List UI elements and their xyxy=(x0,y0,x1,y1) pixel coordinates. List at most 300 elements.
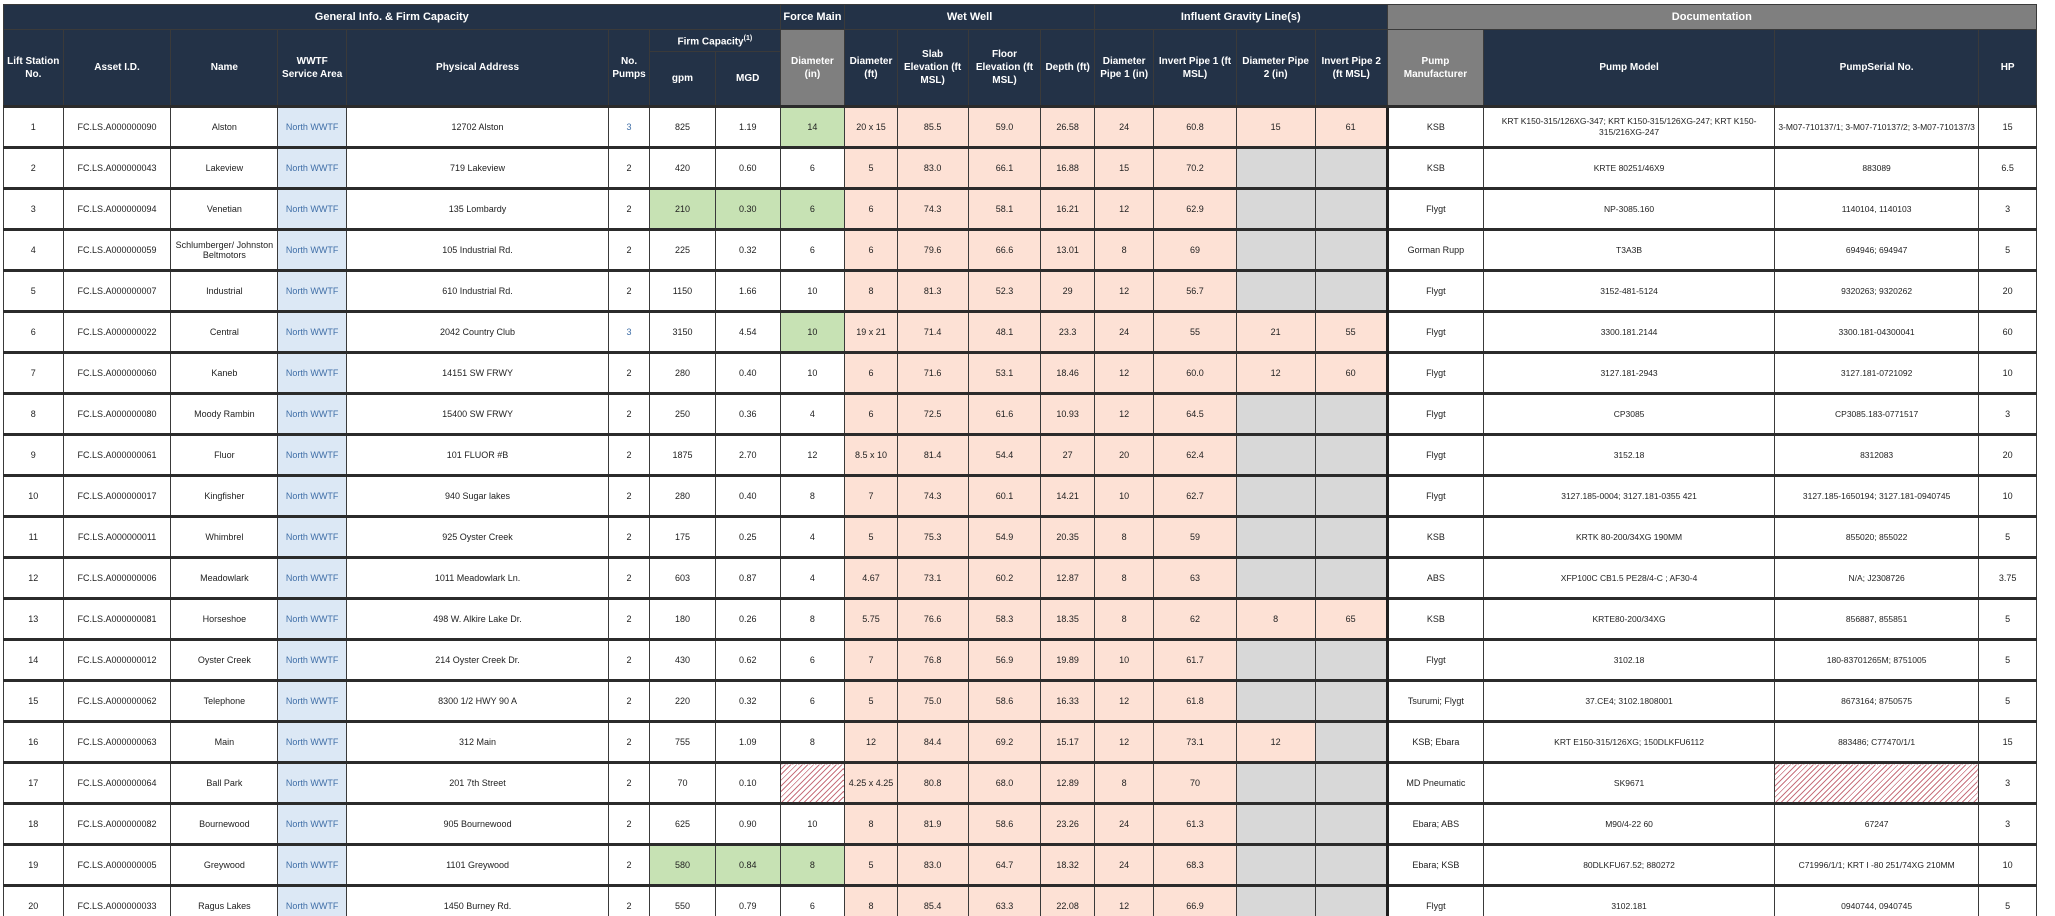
cell-name[interactable]: Industrial xyxy=(171,271,278,312)
cell-ww-diameter[interactable]: 6 xyxy=(845,230,897,271)
cell-depth[interactable]: 20.35 xyxy=(1041,517,1094,558)
cell-lift-station[interactable]: 13 xyxy=(4,599,64,640)
cell-gpm[interactable]: 280 xyxy=(650,476,716,517)
cell-pump-model[interactable]: KRTE80-200/34XG xyxy=(1484,599,1775,640)
cell-depth[interactable]: 27 xyxy=(1041,435,1094,476)
cell-mgd[interactable]: 0.25 xyxy=(715,517,780,558)
cell-fm-diameter[interactable] xyxy=(780,763,845,804)
cell-floor-elevation[interactable]: 66.1 xyxy=(968,148,1041,189)
cell-floor-elevation[interactable]: 66.6 xyxy=(968,230,1041,271)
cell-slab-elevation[interactable]: 74.3 xyxy=(897,476,968,517)
cell-invert-pipe-1[interactable]: 73.1 xyxy=(1154,722,1236,763)
cell-pump-model[interactable]: KRT K150-315/126XG-347; KRT K150-315/126XG-247; KRT K150-315/216XG-247 xyxy=(1484,107,1775,148)
cell-diameter-pipe-1[interactable]: 12 xyxy=(1094,681,1154,722)
cell-ww-diameter[interactable]: 8 xyxy=(845,886,897,916)
cell-diameter-pipe-1[interactable]: 8 xyxy=(1094,558,1154,599)
cell-asset-id[interactable]: FC.LS.A000000006 xyxy=(63,558,171,599)
cell-fm-diameter[interactable]: 6 xyxy=(780,230,845,271)
cell-slab-elevation[interactable]: 74.3 xyxy=(897,189,968,230)
cell-gpm[interactable]: 430 xyxy=(650,640,716,681)
cell-lift-station[interactable]: 2 xyxy=(4,148,64,189)
cell-diameter-pipe-2[interactable]: 12 xyxy=(1236,353,1315,394)
cell-name[interactable]: Alston xyxy=(171,107,278,148)
cell-gpm[interactable]: 755 xyxy=(650,722,716,763)
cell-pump-manufacturer[interactable]: Flygt xyxy=(1387,640,1484,681)
cell-diameter-pipe-1[interactable]: 10 xyxy=(1094,640,1154,681)
cell-service-area[interactable]: North WWTF xyxy=(278,681,347,722)
cell-pump-serial[interactable]: 855020; 855022 xyxy=(1774,517,1978,558)
cell-diameter-pipe-1[interactable]: 12 xyxy=(1094,394,1154,435)
cell-invert-pipe-1[interactable]: 64.5 xyxy=(1154,394,1236,435)
cell-diameter-pipe-1[interactable]: 24 xyxy=(1094,804,1154,845)
cell-pump-manufacturer[interactable]: Flygt xyxy=(1387,476,1484,517)
cell-service-area[interactable]: North WWTF xyxy=(278,722,347,763)
cell-pump-manufacturer[interactable]: KSB xyxy=(1387,599,1484,640)
cell-name[interactable]: Schlumberger/ Johnston Beltmotors xyxy=(171,230,278,271)
cell-address[interactable]: 905 Bournewood xyxy=(347,804,609,845)
cell-invert-pipe-2[interactable] xyxy=(1315,640,1387,681)
cell-pump-serial[interactable]: 0940744, 0940745 xyxy=(1774,886,1978,916)
cell-hp[interactable]: 5 xyxy=(1979,886,2037,916)
cell-diameter-pipe-2[interactable] xyxy=(1236,804,1315,845)
cell-address[interactable]: 135 Lombardy xyxy=(347,189,609,230)
cell-lift-station[interactable]: 18 xyxy=(4,804,64,845)
cell-pump-model[interactable]: 3127.181-2943 xyxy=(1484,353,1775,394)
cell-no-pumps[interactable]: 2 xyxy=(609,599,650,640)
cell-pump-model[interactable]: XFP100C CB1.5 PE28/4-C ; AF30-4 xyxy=(1484,558,1775,599)
cell-no-pumps[interactable]: 2 xyxy=(609,763,650,804)
cell-pump-manufacturer[interactable]: KSB xyxy=(1387,517,1484,558)
cell-name[interactable]: Horseshoe xyxy=(171,599,278,640)
cell-diameter-pipe-1[interactable]: 24 xyxy=(1094,845,1154,886)
cell-invert-pipe-2[interactable] xyxy=(1315,763,1387,804)
cell-pump-serial[interactable]: 3-M07-710137/1; 3-M07-710137/2; 3-M07-710137/3 xyxy=(1774,107,1978,148)
cell-diameter-pipe-1[interactable]: 8 xyxy=(1094,230,1154,271)
cell-service-area[interactable]: North WWTF xyxy=(278,763,347,804)
cell-mgd[interactable]: 0.32 xyxy=(715,681,780,722)
cell-service-area[interactable]: North WWTF xyxy=(278,353,347,394)
cell-pump-manufacturer[interactable]: Gorman Rupp xyxy=(1387,230,1484,271)
cell-mgd[interactable]: 0.40 xyxy=(715,353,780,394)
cell-asset-id[interactable]: FC.LS.A000000007 xyxy=(63,271,171,312)
cell-service-area[interactable]: North WWTF xyxy=(278,804,347,845)
cell-asset-id[interactable]: FC.LS.A000000011 xyxy=(63,517,171,558)
cell-no-pumps[interactable]: 2 xyxy=(609,271,650,312)
cell-service-area[interactable]: North WWTF xyxy=(278,599,347,640)
cell-mgd[interactable]: 0.87 xyxy=(715,558,780,599)
cell-address[interactable]: 101 FLUOR #B xyxy=(347,435,609,476)
cell-floor-elevation[interactable]: 58.6 xyxy=(968,804,1041,845)
cell-fm-diameter[interactable]: 8 xyxy=(780,845,845,886)
cell-diameter-pipe-2[interactable] xyxy=(1236,845,1315,886)
cell-diameter-pipe-2[interactable] xyxy=(1236,558,1315,599)
cell-fm-diameter[interactable]: 10 xyxy=(780,804,845,845)
cell-slab-elevation[interactable]: 72.5 xyxy=(897,394,968,435)
cell-depth[interactable]: 23.3 xyxy=(1041,312,1094,353)
cell-gpm[interactable]: 250 xyxy=(650,394,716,435)
cell-fm-diameter[interactable]: 6 xyxy=(780,681,845,722)
cell-diameter-pipe-1[interactable]: 12 xyxy=(1094,271,1154,312)
cell-invert-pipe-1[interactable]: 63 xyxy=(1154,558,1236,599)
cell-pump-manufacturer[interactable]: KSB; Ebara xyxy=(1387,722,1484,763)
cell-asset-id[interactable]: FC.LS.A000000033 xyxy=(63,886,171,916)
cell-floor-elevation[interactable]: 58.3 xyxy=(968,599,1041,640)
cell-lift-station[interactable]: 17 xyxy=(4,763,64,804)
cell-invert-pipe-2[interactable] xyxy=(1315,435,1387,476)
cell-diameter-pipe-2[interactable] xyxy=(1236,476,1315,517)
cell-lift-station[interactable]: 20 xyxy=(4,886,64,916)
cell-diameter-pipe-2[interactable] xyxy=(1236,517,1315,558)
cell-ww-diameter[interactable]: 8 xyxy=(845,271,897,312)
cell-asset-id[interactable]: FC.LS.A000000059 xyxy=(63,230,171,271)
cell-service-area[interactable]: North WWTF xyxy=(278,558,347,599)
cell-no-pumps[interactable]: 2 xyxy=(609,517,650,558)
cell-asset-id[interactable]: FC.LS.A000000012 xyxy=(63,640,171,681)
cell-asset-id[interactable]: FC.LS.A000000063 xyxy=(63,722,171,763)
cell-mgd[interactable]: 0.30 xyxy=(715,189,780,230)
cell-ww-diameter[interactable]: 5 xyxy=(845,517,897,558)
cell-diameter-pipe-1[interactable]: 8 xyxy=(1094,599,1154,640)
cell-asset-id[interactable]: FC.LS.A000000094 xyxy=(63,189,171,230)
cell-fm-diameter[interactable]: 6 xyxy=(780,640,845,681)
cell-asset-id[interactable]: FC.LS.A000000060 xyxy=(63,353,171,394)
cell-diameter-pipe-2[interactable] xyxy=(1236,681,1315,722)
cell-invert-pipe-1[interactable]: 66.9 xyxy=(1154,886,1236,916)
cell-address[interactable]: 925 Oyster Creek xyxy=(347,517,609,558)
cell-slab-elevation[interactable]: 71.4 xyxy=(897,312,968,353)
cell-name[interactable]: Ball Park xyxy=(171,763,278,804)
cell-depth[interactable]: 14.21 xyxy=(1041,476,1094,517)
cell-pump-model[interactable]: 3152-481-5124 xyxy=(1484,271,1775,312)
cell-depth[interactable]: 29 xyxy=(1041,271,1094,312)
cell-name[interactable]: Main xyxy=(171,722,278,763)
cell-depth[interactable]: 12.87 xyxy=(1041,558,1094,599)
cell-pump-serial[interactable]: 3127.185-1650194; 3127.181-0940745 xyxy=(1774,476,1978,517)
cell-mgd[interactable]: 0.62 xyxy=(715,640,780,681)
cell-diameter-pipe-2[interactable]: 12 xyxy=(1236,722,1315,763)
cell-floor-elevation[interactable]: 48.1 xyxy=(968,312,1041,353)
cell-gpm[interactable]: 220 xyxy=(650,681,716,722)
cell-name[interactable]: Central xyxy=(171,312,278,353)
cell-gpm[interactable]: 3150 xyxy=(650,312,716,353)
cell-pump-manufacturer[interactable]: Flygt xyxy=(1387,189,1484,230)
cell-ww-diameter[interactable]: 6 xyxy=(845,394,897,435)
cell-asset-id[interactable]: FC.LS.A000000080 xyxy=(63,394,171,435)
cell-slab-elevation[interactable]: 84.4 xyxy=(897,722,968,763)
cell-lift-station[interactable]: 19 xyxy=(4,845,64,886)
cell-fm-diameter[interactable]: 6 xyxy=(780,886,845,916)
cell-pump-manufacturer[interactable]: Flygt xyxy=(1387,435,1484,476)
cell-name[interactable]: Whimbrel xyxy=(171,517,278,558)
cell-diameter-pipe-2[interactable] xyxy=(1236,271,1315,312)
cell-diameter-pipe-1[interactable]: 15 xyxy=(1094,148,1154,189)
cell-gpm[interactable]: 1150 xyxy=(650,271,716,312)
cell-floor-elevation[interactable]: 53.1 xyxy=(968,353,1041,394)
cell-invert-pipe-2[interactable] xyxy=(1315,886,1387,916)
cell-invert-pipe-1[interactable]: 62.7 xyxy=(1154,476,1236,517)
cell-service-area[interactable]: North WWTF xyxy=(278,517,347,558)
cell-invert-pipe-1[interactable]: 60.8 xyxy=(1154,107,1236,148)
cell-service-area[interactable]: North WWTF xyxy=(278,107,347,148)
cell-hp[interactable]: 5 xyxy=(1979,599,2037,640)
cell-service-area[interactable]: North WWTF xyxy=(278,148,347,189)
cell-pump-serial[interactable]: 883486; C77470/1/1 xyxy=(1774,722,1978,763)
cell-pump-manufacturer[interactable]: ABS xyxy=(1387,558,1484,599)
cell-service-area[interactable]: North WWTF xyxy=(278,189,347,230)
cell-asset-id[interactable]: FC.LS.A000000017 xyxy=(63,476,171,517)
cell-service-area[interactable]: North WWTF xyxy=(278,230,347,271)
cell-ww-diameter[interactable]: 7 xyxy=(845,476,897,517)
cell-pump-model[interactable]: KRTE 80251/46X9 xyxy=(1484,148,1775,189)
cell-floor-elevation[interactable]: 58.6 xyxy=(968,681,1041,722)
cell-address[interactable]: 610 Industrial Rd. xyxy=(347,271,609,312)
cell-asset-id[interactable]: FC.LS.A000000022 xyxy=(63,312,171,353)
cell-hp[interactable]: 60 xyxy=(1979,312,2037,353)
cell-name[interactable]: Kaneb xyxy=(171,353,278,394)
cell-lift-station[interactable]: 16 xyxy=(4,722,64,763)
cell-floor-elevation[interactable]: 56.9 xyxy=(968,640,1041,681)
cell-pump-model[interactable]: 3102.18 xyxy=(1484,640,1775,681)
cell-depth[interactable]: 12.89 xyxy=(1041,763,1094,804)
cell-depth[interactable]: 16.21 xyxy=(1041,189,1094,230)
cell-pump-manufacturer[interactable]: Tsurumi; Flygt xyxy=(1387,681,1484,722)
cell-ww-diameter[interactable]: 19 x 21 xyxy=(845,312,897,353)
cell-address[interactable]: 1450 Burney Rd. xyxy=(347,886,609,916)
cell-slab-elevation[interactable]: 81.9 xyxy=(897,804,968,845)
cell-floor-elevation[interactable]: 58.1 xyxy=(968,189,1041,230)
cell-asset-id[interactable]: FC.LS.A000000081 xyxy=(63,599,171,640)
cell-pump-manufacturer[interactable]: MD Pneumatic xyxy=(1387,763,1484,804)
cell-gpm[interactable]: 625 xyxy=(650,804,716,845)
cell-no-pumps[interactable]: 2 xyxy=(609,230,650,271)
cell-pump-manufacturer[interactable]: KSB xyxy=(1387,148,1484,189)
cell-mgd[interactable]: 0.90 xyxy=(715,804,780,845)
cell-fm-diameter[interactable]: 4 xyxy=(780,517,845,558)
cell-mgd[interactable]: 0.40 xyxy=(715,476,780,517)
cell-invert-pipe-1[interactable]: 70 xyxy=(1154,763,1236,804)
cell-service-area[interactable]: North WWTF xyxy=(278,886,347,916)
cell-invert-pipe-2[interactable] xyxy=(1315,476,1387,517)
cell-diameter-pipe-2[interactable] xyxy=(1236,886,1315,916)
cell-address[interactable]: 498 W. Alkire Lake Dr. xyxy=(347,599,609,640)
cell-hp[interactable]: 5 xyxy=(1979,681,2037,722)
cell-lift-station[interactable]: 6 xyxy=(4,312,64,353)
cell-pump-serial[interactable]: 9320263; 9320262 xyxy=(1774,271,1978,312)
cell-gpm[interactable]: 175 xyxy=(650,517,716,558)
cell-fm-diameter[interactable]: 4 xyxy=(780,394,845,435)
cell-no-pumps[interactable]: 2 xyxy=(609,886,650,916)
cell-diameter-pipe-2[interactable] xyxy=(1236,148,1315,189)
cell-fm-diameter[interactable]: 10 xyxy=(780,271,845,312)
cell-hp[interactable]: 6.5 xyxy=(1979,148,2037,189)
cell-lift-station[interactable]: 12 xyxy=(4,558,64,599)
cell-diameter-pipe-1[interactable]: 12 xyxy=(1094,353,1154,394)
cell-name[interactable]: Oyster Creek xyxy=(171,640,278,681)
cell-floor-elevation[interactable]: 68.0 xyxy=(968,763,1041,804)
cell-slab-elevation[interactable]: 81.4 xyxy=(897,435,968,476)
cell-mgd[interactable]: 0.32 xyxy=(715,230,780,271)
cell-slab-elevation[interactable]: 83.0 xyxy=(897,148,968,189)
cell-address[interactable]: 201 7th Street xyxy=(347,763,609,804)
cell-pump-model[interactable]: CP3085 xyxy=(1484,394,1775,435)
cell-invert-pipe-1[interactable]: 59 xyxy=(1154,517,1236,558)
cell-ww-diameter[interactable]: 5 xyxy=(845,681,897,722)
cell-address[interactable]: 1011 Meadowlark Ln. xyxy=(347,558,609,599)
cell-pump-serial[interactable]: 67247 xyxy=(1774,804,1978,845)
cell-pump-manufacturer[interactable]: Ebara; KSB xyxy=(1387,845,1484,886)
cell-hp[interactable]: 15 xyxy=(1979,722,2037,763)
cell-depth[interactable]: 18.46 xyxy=(1041,353,1094,394)
cell-lift-station[interactable]: 1 xyxy=(4,107,64,148)
cell-pump-model[interactable]: SK9671 xyxy=(1484,763,1775,804)
cell-mgd[interactable]: 0.10 xyxy=(715,763,780,804)
cell-ww-diameter[interactable]: 7 xyxy=(845,640,897,681)
cell-pump-serial[interactable] xyxy=(1774,763,1978,804)
cell-no-pumps[interactable]: 2 xyxy=(609,804,650,845)
cell-invert-pipe-1[interactable]: 61.3 xyxy=(1154,804,1236,845)
cell-pump-model[interactable]: 80DLKFU67.52; 880272 xyxy=(1484,845,1775,886)
cell-name[interactable]: Venetian xyxy=(171,189,278,230)
cell-pump-model[interactable]: T3A3B xyxy=(1484,230,1775,271)
cell-mgd[interactable]: 1.09 xyxy=(715,722,780,763)
cell-name[interactable]: Fluor xyxy=(171,435,278,476)
cell-ww-diameter[interactable]: 20 x 15 xyxy=(845,107,897,148)
cell-invert-pipe-2[interactable] xyxy=(1315,722,1387,763)
cell-floor-elevation[interactable]: 52.3 xyxy=(968,271,1041,312)
cell-fm-diameter[interactable]: 8 xyxy=(780,476,845,517)
cell-lift-station[interactable]: 8 xyxy=(4,394,64,435)
cell-invert-pipe-2[interactable] xyxy=(1315,230,1387,271)
cell-address[interactable]: 940 Sugar lakes xyxy=(347,476,609,517)
cell-invert-pipe-1[interactable]: 60.0 xyxy=(1154,353,1236,394)
cell-hp[interactable]: 3 xyxy=(1979,804,2037,845)
cell-invert-pipe-1[interactable]: 62 xyxy=(1154,599,1236,640)
cell-asset-id[interactable]: FC.LS.A000000062 xyxy=(63,681,171,722)
cell-ww-diameter[interactable]: 8 xyxy=(845,804,897,845)
cell-diameter-pipe-2[interactable]: 21 xyxy=(1236,312,1315,353)
cell-diameter-pipe-1[interactable]: 12 xyxy=(1094,722,1154,763)
cell-fm-diameter[interactable]: 8 xyxy=(780,722,845,763)
cell-address[interactable]: 105 Industrial Rd. xyxy=(347,230,609,271)
cell-address[interactable]: 14151 SW FRWY xyxy=(347,353,609,394)
cell-lift-station[interactable]: 5 xyxy=(4,271,64,312)
cell-pump-serial[interactable]: 694946; 694947 xyxy=(1774,230,1978,271)
cell-floor-elevation[interactable]: 63.3 xyxy=(968,886,1041,916)
cell-asset-id[interactable]: FC.LS.A000000005 xyxy=(63,845,171,886)
cell-pump-manufacturer[interactable]: Ebara; ABS xyxy=(1387,804,1484,845)
cell-diameter-pipe-2[interactable] xyxy=(1236,763,1315,804)
cell-invert-pipe-1[interactable]: 56.7 xyxy=(1154,271,1236,312)
cell-pump-serial[interactable]: 856887, 855851 xyxy=(1774,599,1978,640)
cell-invert-pipe-1[interactable]: 68.3 xyxy=(1154,845,1236,886)
cell-hp[interactable]: 10 xyxy=(1979,845,2037,886)
cell-hp[interactable]: 20 xyxy=(1979,435,2037,476)
cell-depth[interactable]: 26.58 xyxy=(1041,107,1094,148)
cell-invert-pipe-2[interactable] xyxy=(1315,845,1387,886)
cell-depth[interactable]: 18.32 xyxy=(1041,845,1094,886)
cell-pump-manufacturer[interactable]: Flygt xyxy=(1387,886,1484,916)
cell-depth[interactable]: 22.08 xyxy=(1041,886,1094,916)
cell-gpm[interactable]: 420 xyxy=(650,148,716,189)
cell-lift-station[interactable]: 15 xyxy=(4,681,64,722)
cell-name[interactable]: Kingfisher xyxy=(171,476,278,517)
cell-gpm[interactable]: 280 xyxy=(650,353,716,394)
cell-name[interactable]: Bournewood xyxy=(171,804,278,845)
cell-pump-serial[interactable]: 3127.181-0721092 xyxy=(1774,353,1978,394)
cell-ww-diameter[interactable]: 12 xyxy=(845,722,897,763)
cell-pump-manufacturer[interactable]: Flygt xyxy=(1387,394,1484,435)
cell-diameter-pipe-1[interactable]: 20 xyxy=(1094,435,1154,476)
cell-fm-diameter[interactable]: 6 xyxy=(780,148,845,189)
cell-pump-model[interactable]: 37.CE4; 3102.1808001 xyxy=(1484,681,1775,722)
cell-hp[interactable]: 3 xyxy=(1979,394,2037,435)
cell-hp[interactable]: 3 xyxy=(1979,763,2037,804)
cell-asset-id[interactable]: FC.LS.A000000043 xyxy=(63,148,171,189)
cell-mgd[interactable]: 1.66 xyxy=(715,271,780,312)
cell-slab-elevation[interactable]: 73.1 xyxy=(897,558,968,599)
cell-hp[interactable]: 15 xyxy=(1979,107,2037,148)
cell-pump-serial[interactable]: 180-83701265M; 8751005 xyxy=(1774,640,1978,681)
cell-pump-manufacturer[interactable]: Flygt xyxy=(1387,353,1484,394)
cell-gpm[interactable]: 550 xyxy=(650,886,716,916)
cell-invert-pipe-1[interactable]: 62.4 xyxy=(1154,435,1236,476)
cell-no-pumps[interactable]: 3 xyxy=(609,312,650,353)
cell-pump-model[interactable]: NP-3085.160 xyxy=(1484,189,1775,230)
cell-hp[interactable]: 3.75 xyxy=(1979,558,2037,599)
cell-fm-diameter[interactable]: 12 xyxy=(780,435,845,476)
cell-floor-elevation[interactable]: 61.6 xyxy=(968,394,1041,435)
cell-diameter-pipe-1[interactable]: 24 xyxy=(1094,312,1154,353)
cell-invert-pipe-2[interactable] xyxy=(1315,271,1387,312)
cell-service-area[interactable]: North WWTF xyxy=(278,476,347,517)
cell-diameter-pipe-2[interactable] xyxy=(1236,189,1315,230)
cell-pump-serial[interactable]: 3300.181-04300041 xyxy=(1774,312,1978,353)
cell-ww-diameter[interactable]: 5 xyxy=(845,845,897,886)
cell-invert-pipe-1[interactable]: 70.2 xyxy=(1154,148,1236,189)
cell-pump-model[interactable]: 3152.18 xyxy=(1484,435,1775,476)
cell-hp[interactable]: 5 xyxy=(1979,640,2037,681)
cell-pump-model[interactable]: KRT E150-315/126XG; 150DLKFU6112 xyxy=(1484,722,1775,763)
cell-no-pumps[interactable]: 2 xyxy=(609,681,650,722)
cell-invert-pipe-2[interactable]: 65 xyxy=(1315,599,1387,640)
cell-ww-diameter[interactable]: 6 xyxy=(845,189,897,230)
cell-depth[interactable]: 10.93 xyxy=(1041,394,1094,435)
cell-address[interactable]: 2042 Country Club xyxy=(347,312,609,353)
cell-mgd[interactable]: 0.36 xyxy=(715,394,780,435)
cell-pump-serial[interactable]: 1140104, 1140103 xyxy=(1774,189,1978,230)
cell-service-area[interactable]: North WWTF xyxy=(278,394,347,435)
cell-ww-diameter[interactable]: 4.25 x 4.25 xyxy=(845,763,897,804)
cell-invert-pipe-2[interactable] xyxy=(1315,558,1387,599)
cell-lift-station[interactable]: 11 xyxy=(4,517,64,558)
cell-no-pumps[interactable]: 2 xyxy=(609,435,650,476)
cell-gpm[interactable]: 825 xyxy=(650,107,716,148)
cell-address[interactable]: 719 Lakeview xyxy=(347,148,609,189)
cell-floor-elevation[interactable]: 64.7 xyxy=(968,845,1041,886)
cell-ww-diameter[interactable]: 5.75 xyxy=(845,599,897,640)
cell-invert-pipe-2[interactable]: 61 xyxy=(1315,107,1387,148)
cell-fm-diameter[interactable]: 10 xyxy=(780,353,845,394)
cell-name[interactable]: Greywood xyxy=(171,845,278,886)
cell-hp[interactable]: 10 xyxy=(1979,353,2037,394)
cell-gpm[interactable]: 603 xyxy=(650,558,716,599)
cell-pump-model[interactable]: KRTK 80-200/34XG 190MM xyxy=(1484,517,1775,558)
cell-invert-pipe-2[interactable] xyxy=(1315,804,1387,845)
cell-floor-elevation[interactable]: 69.2 xyxy=(968,722,1041,763)
cell-diameter-pipe-2[interactable] xyxy=(1236,640,1315,681)
cell-pump-manufacturer[interactable]: Flygt xyxy=(1387,271,1484,312)
cell-diameter-pipe-2[interactable]: 15 xyxy=(1236,107,1315,148)
